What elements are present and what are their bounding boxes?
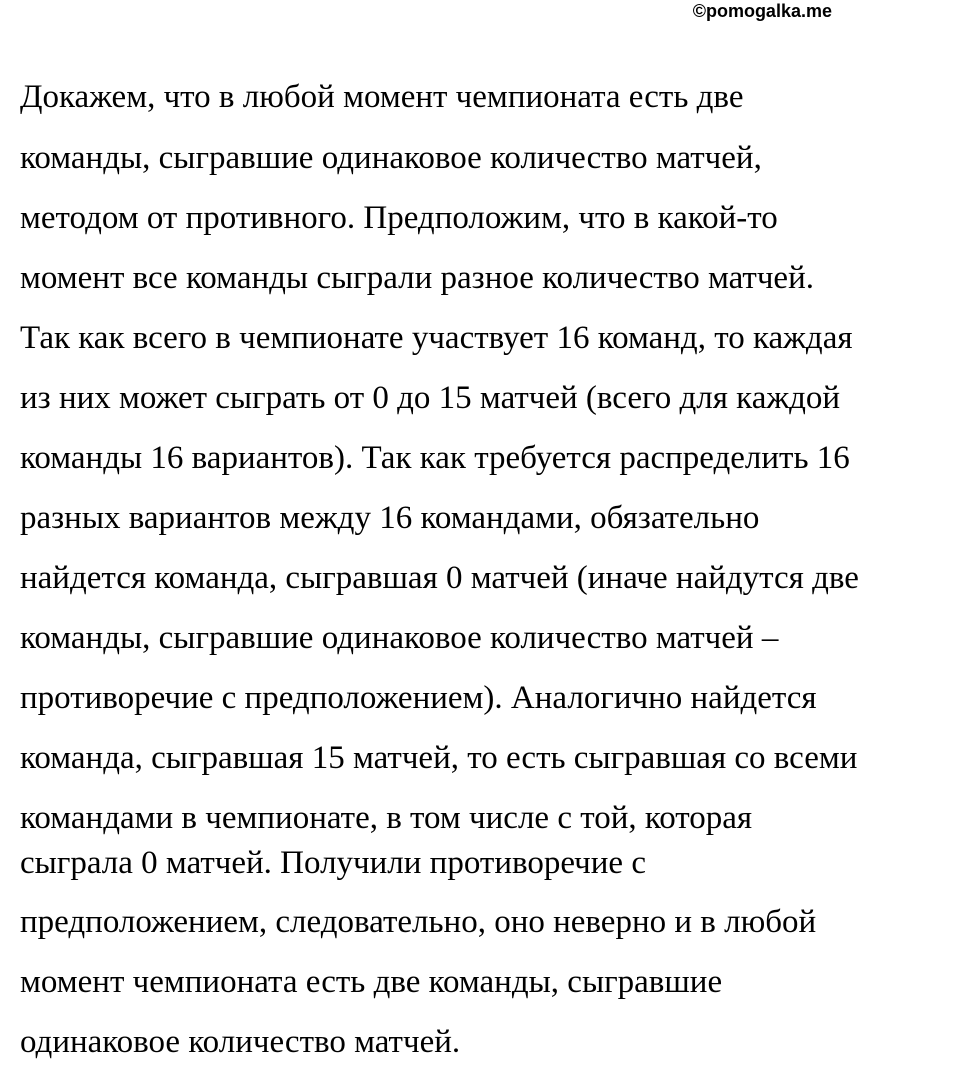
text-line: момент чемпионата есть две команды, сыгравшие bbox=[20, 964, 723, 1000]
text-line: разных вариантов между 16 командами, обязательно bbox=[20, 500, 760, 536]
text-line: командами в чемпионате, в том числе с той, которая bbox=[20, 800, 753, 836]
text-line: команды, сыгравшие одинаковое количество матчей, bbox=[20, 140, 762, 176]
text-line: из них может сыграть от 0 до 15 матчей (всего для каждой bbox=[20, 380, 841, 416]
text-line: Докажем, что в любой момент чемпионата есть две bbox=[20, 79, 744, 115]
text-line: команда, сыгравшая 15 матчей, то есть сыгравшая со всеми bbox=[20, 740, 858, 776]
text-line: сыграла 0 матчей. Получили противоречие с bbox=[20, 845, 646, 881]
text-line: одинаковое количество матчей. bbox=[20, 1024, 461, 1060]
text-line: команды, сыгравшие одинаковое количество матчей – bbox=[20, 620, 779, 656]
text-line: момент все команды сыграли разное количество матчей. bbox=[20, 260, 814, 296]
text-line: найдется команда, сыгравшая 0 матчей (иначе найдутся две bbox=[20, 560, 859, 596]
text-line: методом от противного. Предположим, что в какой-то bbox=[20, 200, 778, 236]
watermark: ©pomogalka.me bbox=[692, 1, 832, 21]
text-line: предположением, следовательно, оно неверно и в любой bbox=[20, 904, 817, 940]
text-line: Так как всего в чемпионате участвует 16 команд, то каждая bbox=[20, 320, 853, 356]
text-line: команды 16 вариантов). Так как требуется распределить 16 bbox=[20, 440, 850, 476]
text-line: противоречие с предположением). Аналогично найдется bbox=[20, 680, 817, 716]
